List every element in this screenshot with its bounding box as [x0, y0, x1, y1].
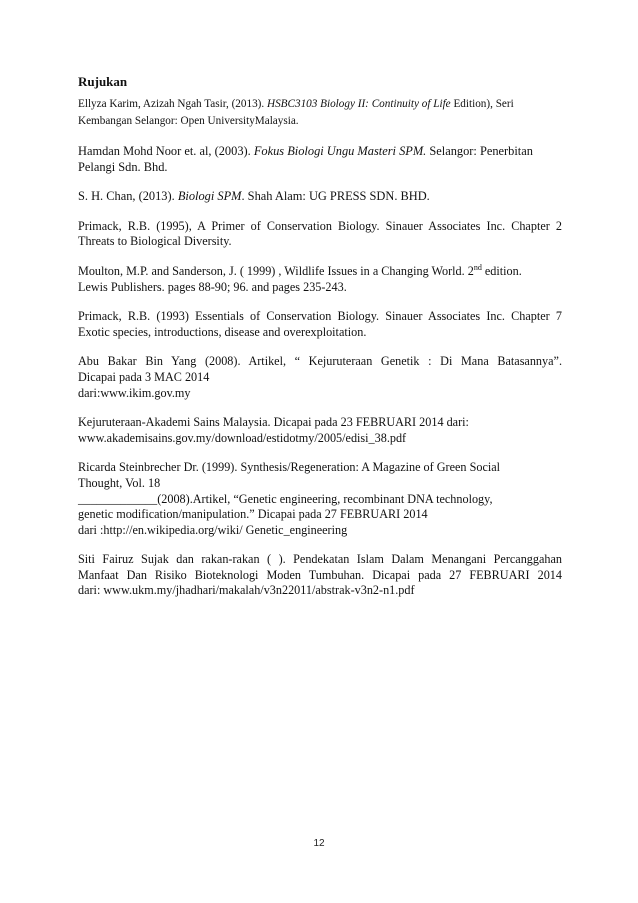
reference-primack-1993	[78, 309, 562, 340]
reference-primack-1995	[78, 219, 562, 250]
reference-text: Kejuruteraan-Akademi Sains Malaysia. Dicapai pada 23 FEBRUARI 2014 dari:	[78, 415, 469, 430]
reference-text: Moulton, M.P. and Sanderson, J. ( 1999) , Wildlife Issues in a Changing World. 2	[78, 263, 474, 278]
reference-text: Selangor: Penerbitan	[426, 144, 533, 158]
reference-text: Exotic species, introductions, disease and overexploitation.	[78, 324, 367, 339]
reference-title: Fokus Biologi Ungu Masteri SPM.	[253, 144, 427, 158]
reference-text: Hamdan Mohd Noor et. al, (2003).	[78, 144, 254, 158]
reference-siti-fairuz	[78, 552, 562, 599]
reference-text: S. H. Chan, (2013).	[78, 189, 178, 204]
reference-url[interactable]: dari :http://en.wikipedia.org/wiki/ Genetic_engineering	[78, 522, 348, 537]
reference-text: _____________(2008).Artikel, “Genetic engineering, recombinant DNA technology,	[78, 491, 493, 506]
reference-text: Manfaat Dan Risiko Bioteknologi Moden Tumbuhan. Dicapai pada 27 FEBRUARI 2014	[78, 567, 562, 582]
reference-title: Biologi SPM	[177, 189, 242, 204]
reference-akademi-sains	[78, 415, 562, 446]
reference-text: . Shah Alam: UG PRESS SDN. BHD.	[241, 189, 430, 204]
reference-text: Lewis Publishers. pages 88-90; 96. and pages 235-243.	[78, 279, 347, 294]
reference-text: Abu Bakar Bin Yang (2008). Artikel, “ Kejuruteraan Genetik : Di Mana Batasannya”.	[78, 354, 562, 369]
reference-text: Ricarda Steinbrecher Dr. (1999). Synthesis/Regeneration: A Magazine of Green Social	[78, 460, 501, 475]
reference-text: Threats to Biological Diversity.	[78, 234, 232, 249]
reference-text: Kembangan Selangor: Open UniversityMalaysia.	[78, 115, 299, 127]
reference-steinbrecher	[78, 460, 562, 538]
reference-text: Siti Fairuz Sujak dan rakan-rakan ( ). Pendekatan Islam Dalam Menangani Percanggahan	[78, 552, 562, 567]
reference-url[interactable]: dari: www.ukm.my/jhadhari/makalah/v3n22011/abstrak-v3n2-n1.pdf	[78, 583, 415, 598]
reference-url[interactable]: www.akademisains.gov.my/download/estidotmy/2005/edisi_38.pdf	[78, 430, 407, 445]
reference-text: Dicapai pada 3 MAC 2014	[78, 369, 210, 384]
reference-text: Pelangi Sdn. Bhd.	[78, 159, 168, 174]
reference-text: Edition), Seri	[450, 98, 514, 110]
reference-superscript: nd	[473, 262, 482, 272]
page-number: 12	[313, 838, 325, 849]
reference-text: Primack, R.B. (1995), A Primer of Conservation Biology. Sinauer Associates Inc. Chapter 2	[78, 218, 562, 233]
reference-url[interactable]: dari:www.ikim.gov.my	[78, 385, 191, 400]
references-heading: Rujukan	[78, 74, 128, 89]
reference-text: genetic modification/manipulation.” Dicapai pada 27 FEBRUARI 2014	[78, 507, 428, 522]
reference-ellyza-karim	[78, 96, 562, 130]
reference-text: Ellyza Karim, Azizah Ngah Tasir, (2013).	[78, 98, 267, 110]
reference-title: HSBC3103 Biology II: Continuity of Life	[267, 98, 451, 110]
reference-text: edition.	[481, 263, 522, 278]
reference-abu-bakar	[78, 354, 562, 401]
reference-text: Primack, R.B. (1993) Essentials of Conservation Biology. Sinauer Associates Inc. Chapter 7	[78, 309, 562, 324]
reference-text: Thought, Vol. 18	[78, 475, 161, 490]
reference-list	[78, 96, 562, 613]
reference-hamdan-mohd-noor	[78, 144, 562, 175]
reference-sh-chan	[78, 189, 562, 205]
reference-moulton-sanderson	[78, 264, 562, 295]
